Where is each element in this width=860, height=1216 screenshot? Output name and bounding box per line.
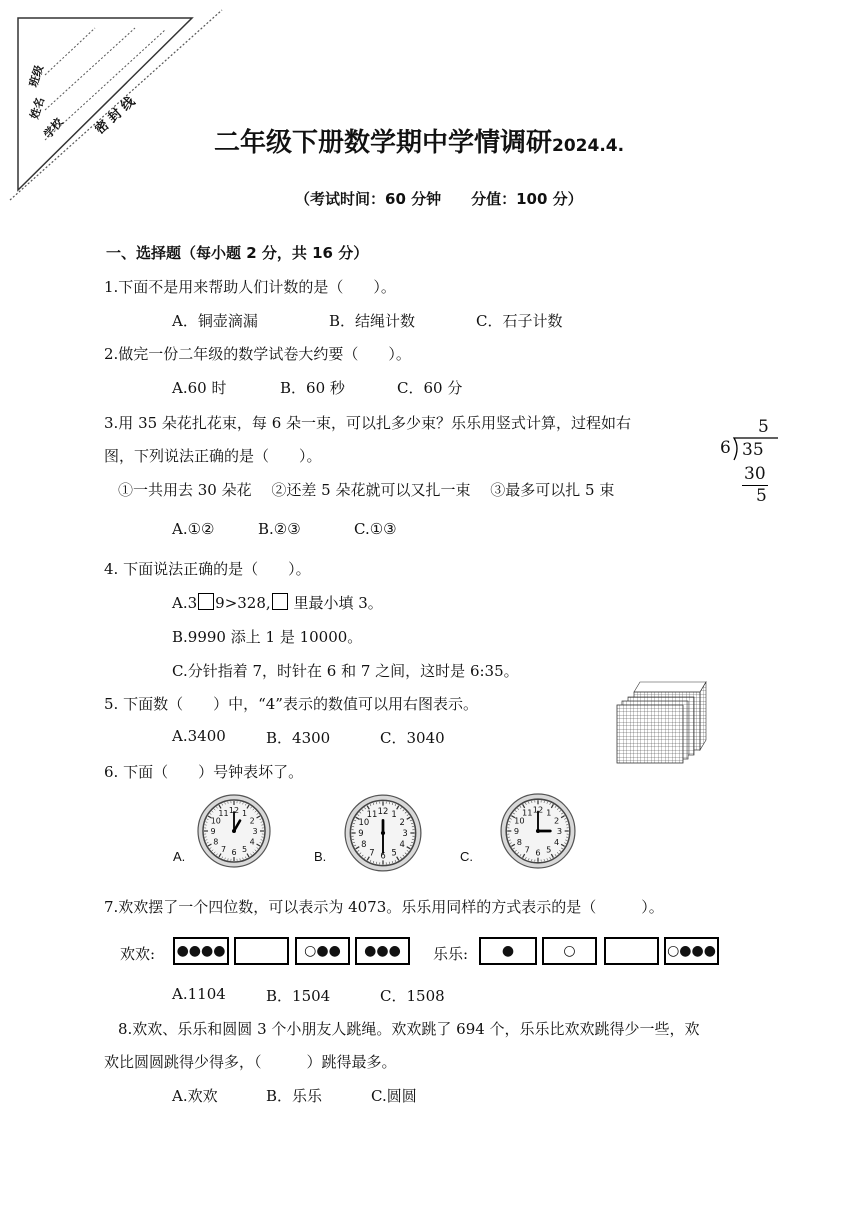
- clock-number: 6: [535, 847, 541, 858]
- clock-number: 4: [249, 837, 255, 847]
- seal-name-label: 姓名: [27, 95, 48, 121]
- q8-line1: 8.欢欢、乐乐和圆圆 3 个小朋友人跳绳。欢欢跳了 694 个，乐乐比欢欢跳得少一些，欢: [118, 1020, 700, 1038]
- huanhuan-box-tens: ○●●: [295, 937, 350, 965]
- division-dividend: 35: [742, 440, 764, 460]
- q7-lele-label: 乐乐:: [433, 945, 469, 963]
- clock-b: [343, 793, 423, 873]
- clock-number: 5: [391, 847, 397, 858]
- huanhuan-box-ones: ●●●: [355, 937, 410, 965]
- seal-text: 密 封 线: [92, 94, 139, 138]
- q5-option-c: C．3040: [380, 729, 445, 747]
- q4-option-b: B.9990 添上 1 是 10000。: [172, 628, 363, 646]
- q4-a-suffix: 里最小填 3。: [288, 594, 383, 612]
- huanhuan-box-hundreds: [234, 937, 289, 965]
- clock-number: 9: [210, 827, 216, 836]
- division-product: 30: [744, 464, 766, 484]
- clock-number: 11: [218, 808, 229, 818]
- q2-option-b: B．60 秒: [280, 379, 345, 397]
- lele-box-tens: [604, 937, 659, 965]
- blank-box: [272, 593, 288, 610]
- clock-number: 11: [521, 807, 533, 818]
- q4-stem: 4. 下面说法正确的是（ ）。: [104, 560, 311, 578]
- clock-number: 8: [213, 837, 219, 847]
- lele-box-thousands: ●: [479, 937, 537, 965]
- q6-stem: 6. 下面（ ）号钟表坏了。: [104, 763, 304, 781]
- clock-label-a: A.: [173, 849, 186, 864]
- q4-a-middle: 9>328,: [215, 594, 271, 612]
- q5-option-a: A.3400: [172, 727, 226, 745]
- division-quotient: 5: [758, 417, 769, 437]
- clock-number: 10: [210, 816, 221, 826]
- q8-option-c: C.圆圆: [371, 1087, 417, 1105]
- clock-number: 11: [366, 809, 378, 820]
- clock-number: 10: [514, 815, 525, 826]
- q7-option-b: B．1504: [266, 987, 331, 1005]
- page-title: [214, 122, 624, 159]
- q7-huanhuan-label: 欢欢:: [120, 945, 156, 963]
- q3-option-a: A.①②: [172, 520, 215, 538]
- cube-1: [617, 705, 683, 763]
- q7-option-a: A.1104: [172, 985, 226, 1003]
- title-text: 二年级下册数学期中学情调研: [214, 128, 553, 158]
- section-heading: 一、选择题（每小题 2 分，共 16 分）: [106, 244, 369, 262]
- q8-option-b: B．乐乐: [266, 1087, 323, 1105]
- clock-number: 6: [380, 850, 386, 861]
- q1-stem: 1.下面不是用来帮助人们计数的是（ ）。: [104, 278, 396, 296]
- lele-box-hundreds: ○: [542, 937, 597, 965]
- clock-label-c: C.: [460, 849, 473, 864]
- q2-option-a: A.60 时: [172, 379, 227, 397]
- q1-option-b: B．结绳计数: [329, 312, 416, 330]
- q3-option-b: B.②③: [258, 520, 301, 538]
- division-remainder: 5: [756, 486, 767, 506]
- clock-c: [499, 792, 577, 870]
- q5-stem: 5. 下面数（ ）中，“4”表示的数值可以用右图表示。: [104, 695, 478, 713]
- q2-stem: 2.做完一份二年级的数学试卷大约要（ ）。: [104, 345, 411, 363]
- q4-option-a: [172, 592, 383, 613]
- q4-a-prefix: A.3: [172, 594, 198, 612]
- q7-stem: 7.欢欢摆了一个四位数，可以表示为 4073。乐乐用同样的方式表示的是（ ）。: [104, 898, 664, 916]
- clock-number: 5: [241, 845, 248, 855]
- clock-number: 1: [241, 808, 248, 818]
- q1-option-c: C．石子计数: [476, 312, 563, 330]
- clock-number: 7: [220, 845, 227, 855]
- title-year: 2024.4.: [552, 136, 625, 156]
- q4-option-c: C.分针指着 7，时针在 6 和 7 之间，这时是 6:35。: [172, 662, 519, 680]
- huanhuan-box-thousands: ●●●●: [173, 937, 229, 965]
- q3-line1: 3.用 35 朵花扎花束，每 6 朵一束，可以扎多少束？乐乐用竖式计算，过程如右: [104, 414, 632, 432]
- clock-a: [196, 793, 272, 869]
- q1-option-a: A．铜壶滴漏: [172, 312, 258, 330]
- clock-number: 7: [369, 847, 375, 858]
- clock-number: 2: [399, 817, 405, 828]
- q7-option-c: C．1508: [380, 987, 445, 1005]
- thousand-cubes-figure: [616, 680, 708, 764]
- q5-option-b: B．4300: [266, 729, 331, 747]
- clock-number: 8: [516, 836, 522, 847]
- long-division: [720, 418, 780, 510]
- seal-class-label: 班级: [26, 63, 47, 89]
- clock-number: 5: [546, 844, 552, 855]
- exam-info: （考试时间：60 分钟 分值：100 分）: [295, 190, 583, 208]
- clock-number: 3: [556, 826, 563, 837]
- clock-number: 9: [358, 828, 364, 839]
- q8-line2: 欢比圆圆跳得少得多，（ ）跳得最多。: [104, 1053, 397, 1071]
- q3-statements: ①一共用去 30 朵花 ②还差 5 朵花就可以又扎一束 ③最多可以扎 5 束: [118, 481, 615, 499]
- lele-box-ones: ○●●●: [664, 937, 719, 965]
- clock-number: 3: [402, 828, 408, 839]
- clock-number: 2: [249, 816, 255, 826]
- clock-number: 4: [399, 839, 405, 850]
- clock-number: 12: [377, 806, 389, 817]
- clock-number: 6: [231, 848, 237, 857]
- clock-number: 8: [361, 839, 367, 850]
- seal-school-label: 学校: [41, 115, 66, 141]
- clock-number: 1: [546, 807, 552, 818]
- division-divisor: 6: [720, 438, 731, 458]
- blank-box: [198, 593, 214, 610]
- clock-label-b: B.: [314, 849, 327, 864]
- clock-number: 12: [228, 806, 240, 815]
- clock-number: 2: [554, 815, 560, 826]
- clock-number: 10: [358, 817, 370, 828]
- clock-number: 1: [391, 809, 397, 820]
- clock-number: 7: [524, 844, 530, 855]
- clock-number: 12: [532, 804, 544, 815]
- q8-option-a: A.欢欢: [172, 1087, 218, 1105]
- clock-number: 9: [513, 826, 520, 837]
- q2-option-c: C．60 分: [397, 379, 463, 397]
- clock-number: 4: [554, 836, 560, 847]
- clock-number: 3: [252, 827, 258, 836]
- q3-line2: 图，下列说法正确的是（ ）。: [104, 447, 322, 465]
- q3-option-c: C.①③: [354, 520, 397, 538]
